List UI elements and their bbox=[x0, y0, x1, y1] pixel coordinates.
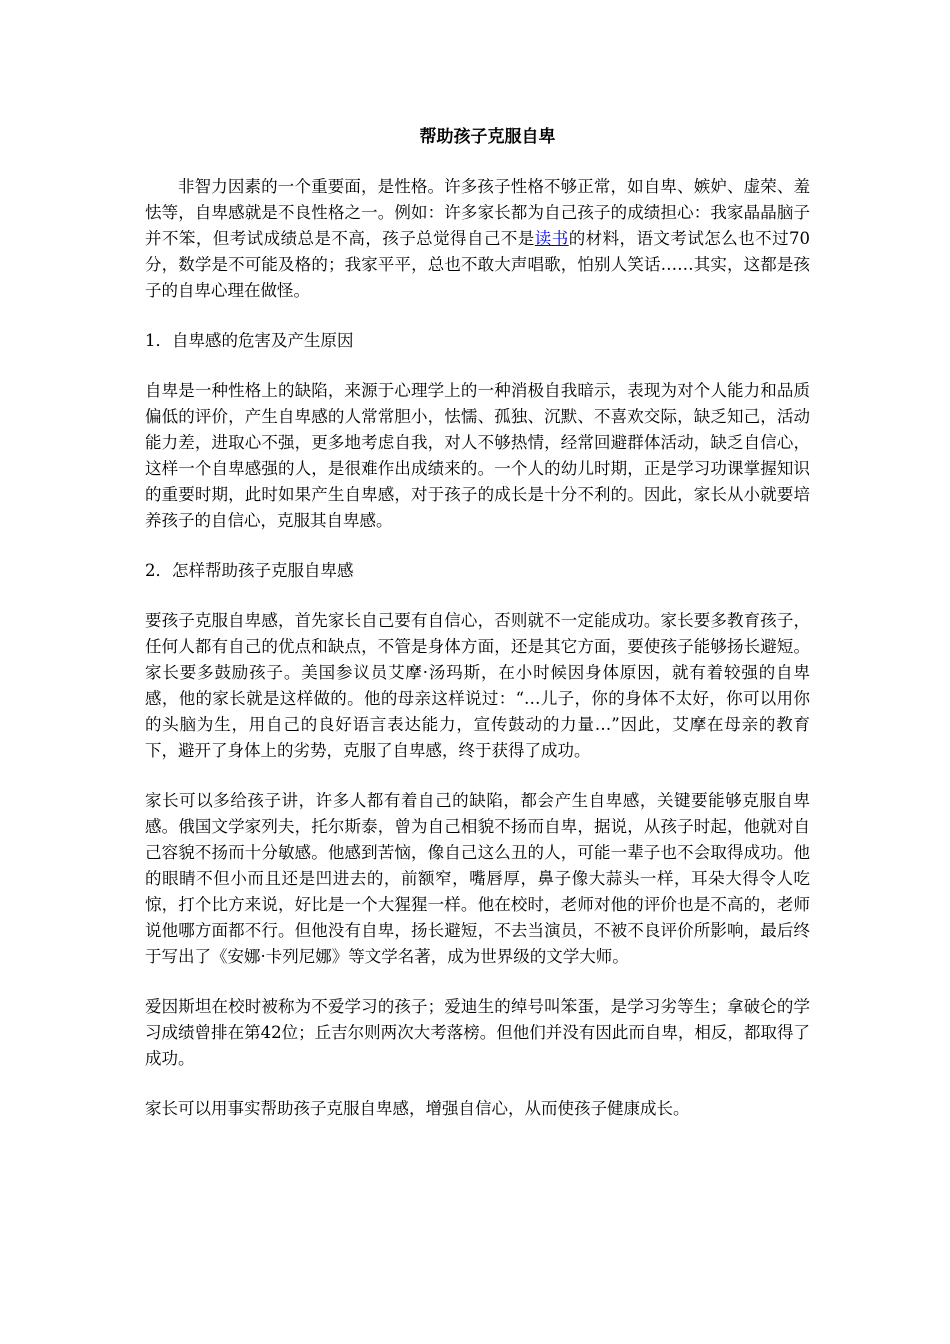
document-title: 帮助孩子克服自卑 bbox=[419, 127, 556, 147]
section-2-paragraph-3: 爱因斯坦在校时被称为不爱学习的孩子；爱迪生的绰号叫笨蛋，是学习劣等生；拿破仑的学习成绩曾排在第42位；丘吉尔则两次大考落榜。但他们并没有因此而自卑，相反，都取得了成功。 bbox=[145, 997, 810, 1068]
intro-paragraph bbox=[145, 174, 810, 304]
section-2-paragraph-4: 家长可以用事实帮助孩子克服自卑感，增强自信心，从而使孩子健康成长。 bbox=[145, 1099, 690, 1118]
document-page bbox=[145, 124, 810, 1146]
read-book-link[interactable]: 读书 bbox=[534, 229, 569, 248]
section-1-paragraph: 自卑是一种性格上的缺陷，来源于心理学上的一种消极自我暗示，表现为对个人能力和品质偏低的评价，产生自卑感的人常常胆小，怯懦、孤独、沉默、不喜欢交际，缺乏知己，活动能力差，进取心不强，更多地考虑自我，对人不够热情，经常回避群体活动，缺乏自信心，这样一个自卑感强的人，是很难作出成绩来的。一个人的幼儿时期，正是学习功课掌握知识的重要时期，此时如果产生自卑感，对于孩子的成长是十分不利的。因此，家长从小就要培养孩子的自信心，克服其自卑感。 bbox=[145, 381, 810, 530]
section-2-paragraph-2: 家长可以多给孩子讲，许多人都有着自己的缺陷，都会产生自卑感，关键要能够克服自卑感。俄国文学家列夫，托尔斯泰，曾为自己相貌不扬而自卑，据说，从孩子时起，他就对自己容貌不扬而十分敏感。他感到苦恼，像自己这么丑的人，可能一辈子也不会取得成功。他的眼睛不但小而且还是凹进去的，前额窄，嘴唇厚，鼻子像大蒜头一样，耳朵大得令人吃惊，打个比方来说，好比是一个大猩猩一样。他在校时，老师对他的评价也是不高的，老师说他哪方面都不行。但他没有自卑，扬长避短，不去当演员，不被不良评价所影响，最后终于写出了《安娜·卡列尼娜》等文学名著，成为世界级的文学大师。 bbox=[145, 791, 810, 966]
intro-text-after-link: 的材料，语文考试怎么也不过70分，数学是不可能及格的；我家平平，总也不敢大声唱歌，怕别人笑话……其实，这都是孩子的自卑心理在做怪。 bbox=[145, 229, 811, 300]
section-2-paragraph-1: 要孩子克服自卑感，首先家长自己要有自信心，否则就不一定能成功。家长要多教育孩子，任何人都有自己的优点和缺点，不管是身体方面，还是其它方面，要使孩子能够扬长避短。家长要多鼓励孩子。美国参议员艾摩·汤玛斯，在小时候因身体原因，就有着较强的自卑感，他的家长就是这样做的。他的母亲这样说过：“…儿子，你的身体不太好，你可以用你的头脑为生，用自己的良好语言表达能力，宣传鼓动的力量…”因此，艾摩在母亲的教育下，避开了身体上的劣势，克服了自卑感，终于获得了成功。 bbox=[145, 611, 810, 760]
section-1-heading: 1．自卑感的危害及产生原因 bbox=[145, 331, 354, 350]
section-2-heading: 2．怎样帮助孩子克服自卑感 bbox=[145, 561, 354, 580]
intro-text-before-link: 非智力因素的一个重要面，是性格。许多孩子性格不够正常，如自卑、嫉妒、虚荣、羞怯等，自卑感就是不良性格之一。例如：许多家长都为自己孩子的成绩担心：我家晶晶脑子并不笨，但考试成绩总是不高，孩子总觉得自己不是 bbox=[145, 177, 810, 248]
